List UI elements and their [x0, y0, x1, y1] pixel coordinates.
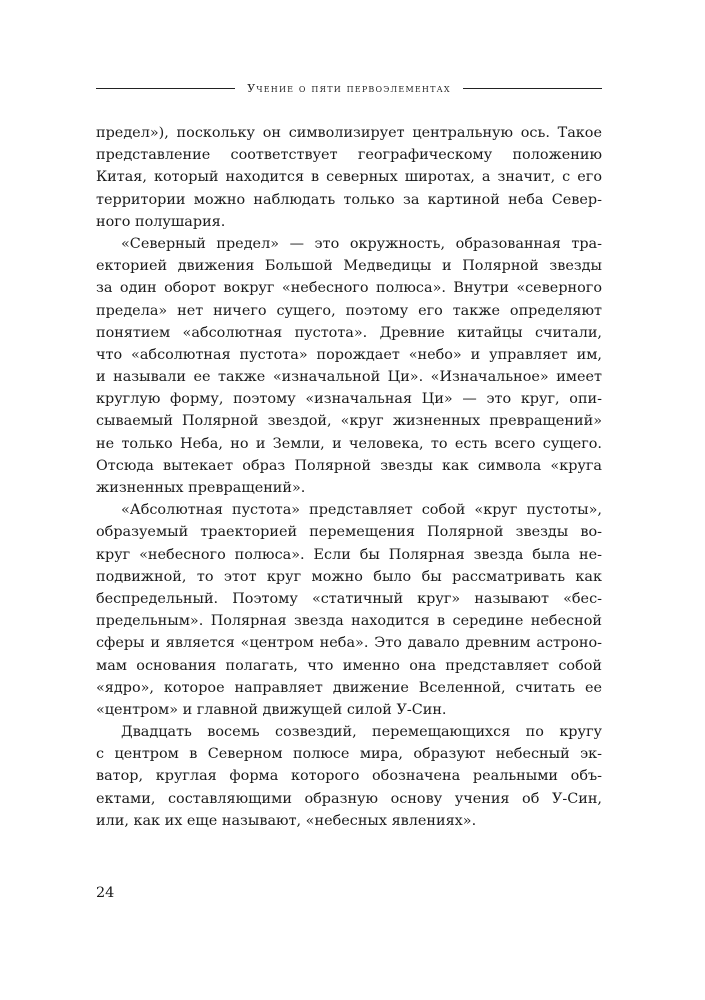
text-line: территории можно наблюдать только за картиной неба Север-	[96, 191, 602, 208]
text-line: и называли ее также «изначальной Ци». «Изначальное» имеет	[96, 369, 602, 386]
text-line: образуемый траекторией перемещения Полярной звезды во-	[96, 524, 602, 541]
text-line: или, как их еще называют, «небесных явлениях».	[96, 812, 477, 829]
text-line: понятием «абсолютная пустота». Древние китайцы считали,	[96, 324, 602, 341]
text-line: подвижной, то этот круг можно было бы рассматривать как	[96, 568, 602, 585]
body-text	[96, 122, 602, 832]
text-line: беспредельный. Поэтому «статичный круг» называют «бес-	[96, 590, 602, 607]
text-line: круг «небесного полюса». Если бы Полярная звезда была не-	[96, 546, 602, 563]
page-number: 24	[96, 885, 115, 901]
text-line: «Северный предел» — это окружность, образованная тра-	[121, 235, 602, 252]
text-line: ного полушария.	[96, 213, 226, 230]
text-line: Двадцать восемь созвездий, перемещающихся по кругу	[121, 724, 602, 741]
text-line: мам основания полагать, что именно она представляет собой	[96, 657, 602, 674]
text-line: «ядро», которое направляет движение Вселенной, считать ее	[96, 679, 602, 696]
text-line: ватор, круглая форма которого обозначена реальными объ-	[96, 768, 602, 785]
text-line: предел»), поскольку он символизирует центральную ось. Такое	[96, 125, 602, 141]
text-line: екторией движения Большой Медведицы и Полярной звезды	[96, 258, 602, 275]
text-line: «Абсолютная пустота» представляет собой «круг пустоты»,	[121, 502, 602, 519]
text-line: представление соответствует географическому положению	[96, 147, 602, 164]
text-line: предела» нет ничего сущего, поэтому его также определяют	[96, 302, 602, 319]
text-line: «центром» и главной движущей силой У-Син.	[96, 701, 447, 718]
header-rule-left	[96, 88, 235, 89]
running-head	[96, 82, 602, 95]
text-line: не только Неба, но и Земли, и человека, то есть всего сущего.	[96, 435, 602, 452]
text-line: что «абсолютная пустота» порождает «небо» и управляет им,	[96, 346, 602, 363]
text-line: жизненных превращений».	[96, 480, 306, 496]
text-line: Китая, который находится в северных широтах, а значит, с его	[96, 169, 602, 186]
running-title: Учение о пяти первоэлементах	[247, 82, 451, 95]
text-line: предельным». Полярная звезда находится в середине небесной	[96, 613, 602, 630]
text-line: с центром в Северном полюсе мира, образуют небесный эк-	[96, 746, 602, 763]
text-line: круглую форму, поэтому «изначальная Ци» — это круг, опи-	[96, 391, 602, 408]
text-line: за один оборот вокруг «небесного полюса». Внутри «северного	[96, 280, 602, 297]
text-line: Отсюда вытекает образ Полярной звезды как символа «круга	[96, 457, 602, 474]
text-line: сферы и является «центром неба». Это давало древним астроно-	[96, 635, 602, 652]
text-line: ектами, составляющими образную основу учения об У-Син,	[96, 790, 602, 807]
header-rule-right	[463, 88, 602, 89]
text-line: сываемый Полярной звездой, «круг жизненных превращений»	[96, 413, 602, 430]
